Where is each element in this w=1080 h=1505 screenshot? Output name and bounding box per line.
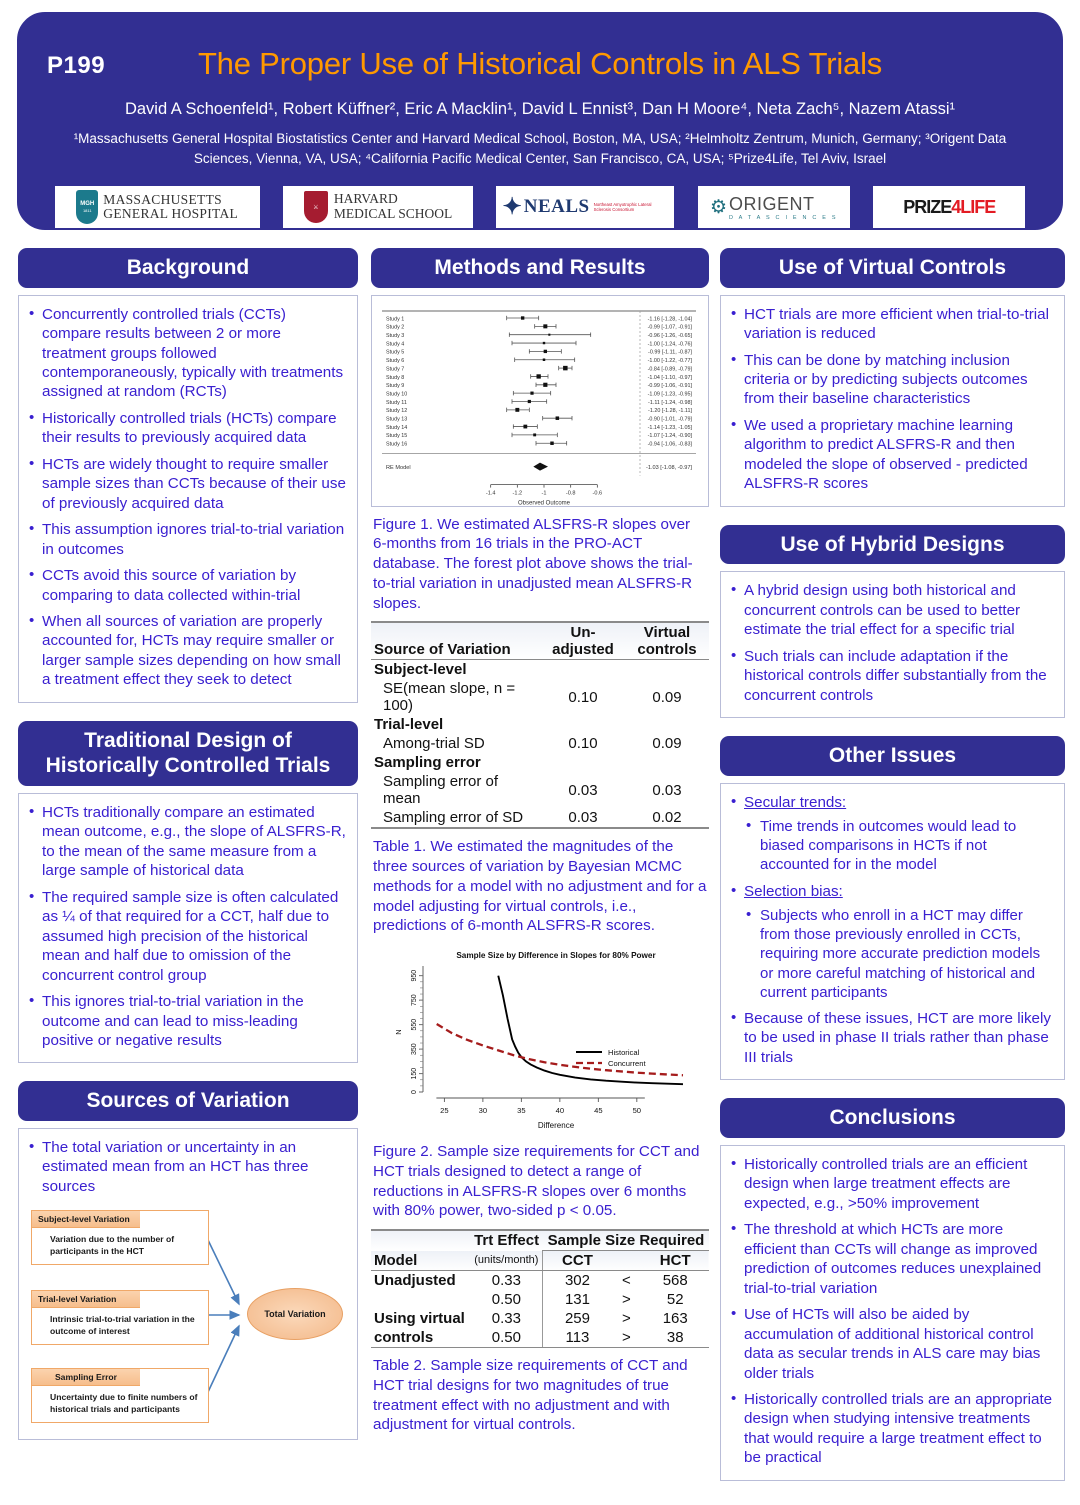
svg-text:Study 13: Study 13: [386, 416, 408, 423]
diagram-box-subject-level: [31, 1210, 209, 1264]
list-item: [729, 882, 1054, 1002]
table-row: Sampling error of SD 0.03 0.02: [371, 808, 709, 828]
svg-text:550: 550: [411, 1018, 418, 1031]
origent-network-icon: ⚙: [709, 196, 727, 218]
figure-1-forest-plot: [376, 302, 702, 507]
mgh-logo-text: [103, 193, 238, 221]
table-2-col-trt-effect: Trt Effect: [470, 1230, 543, 1251]
mgh-shield-icon: [76, 190, 98, 224]
list-item: • When all sources of variation are properly accounted for, HCTs may require smaller or larger sample sizes depending on how small a treatment effect they seek to detect: [27, 612, 347, 690]
prize4life-part1: PRIZE: [903, 196, 952, 217]
svg-text:Study 10: Study 10: [386, 391, 408, 398]
traditional-design-heading-line1: Traditional Design of: [84, 728, 292, 752]
svg-text:40: 40: [555, 1106, 565, 1116]
svg-text:50: 50: [632, 1106, 642, 1116]
table-row: [371, 1251, 709, 1271]
figure-2-sample-size-plot: [371, 944, 697, 1134]
table-1-col-unadjusted: Un- adjusted: [541, 622, 625, 659]
section-body-virtual-controls: [720, 295, 1065, 507]
virtual-controls-bullet-list: [729, 305, 1054, 494]
poster-header: [17, 12, 1063, 230]
mgh-shield-year: 1811: [82, 207, 92, 213]
table-2-caption: Table 2. Sample size requirements of CCT and HCT trial designs for two magnitudes of true treatment effect with no adjustment and with adjustment for virtual controls.: [373, 1357, 688, 1434]
other-issues-bullet-list: [729, 793, 1054, 1068]
svg-text:-0.6: -0.6: [592, 490, 603, 497]
list-item: • Such trials can include adaptation if the historical controls differ substantially from the concurrent controls: [729, 647, 1054, 705]
table-2-col-cct: CCT: [543, 1251, 611, 1271]
table-2-col-hct: HCT: [641, 1251, 709, 1271]
svg-text:Study 8: Study 8: [386, 374, 405, 381]
mgh-logo-line1: MASSACHUSETTS: [103, 191, 222, 207]
list-item: • A hybrid design using both historical and concurrent controls can be used to better estimate the trial effect for a specific trial: [729, 581, 1054, 639]
list-item: • Historically controlled trials are an appropriate design when studying intensive treatments that would require a large treatment effect to be practical: [729, 1390, 1054, 1468]
list-item: • This ignores trial-to-trial variation in the outcome and can lead to miss-leading positive or negative results: [27, 992, 347, 1050]
mgh-logo: [55, 186, 260, 228]
list-item: • Historically controlled trials (HCTs) compare their results to previously acquired data: [27, 409, 347, 448]
diagram-box-body: Uncertainty due to finite numbers of historical trials and participants: [50, 1392, 198, 1414]
list-item: • Historically controlled trials are an efficient design when large treatment effects are expected, e.g., >50% improvement: [729, 1155, 1054, 1213]
list-item: • HCTs traditionally compare an estimated mean outcome, e.g., the slope of ALSFRS-R, to the mean of the same measure from a large sample of historical data: [27, 803, 347, 881]
list-item: • HCT trials are more efficient when trial-to-trial variation is reduced: [729, 305, 1054, 344]
table-row: [371, 1230, 709, 1251]
harvard-logo-line1: HARVARD: [333, 191, 398, 207]
table-row: controls 0.50 113 > 38: [371, 1328, 709, 1348]
poster-id: P199: [47, 52, 106, 79]
svg-text:Difference: Difference: [537, 1121, 575, 1131]
diagram-total-variation-node: Total Variation: [247, 1288, 343, 1340]
svg-text:-1.14 [-1.23, -1.05]: -1.14 [-1.23, -1.05]: [647, 424, 692, 431]
traditional-design-bullet-list: [27, 803, 347, 1050]
svg-text:-0.8: -0.8: [565, 490, 576, 497]
svg-text:Observed Outcome: Observed Outcome: [517, 500, 571, 507]
figure-1-caption: Figure 1. We estimated ALSFRS-R slopes over 6-months from 16 trials in the PRO-ACT database. The forest plot above shows the trial-to-trial variation in unadjusted mean ALSFRS-R slopes.: [373, 515, 693, 612]
svg-text:Study 4: Study 4: [386, 340, 405, 347]
list-item: • The threshold at which HCTs are more efficient than CCTs will change as improved prediction of outcomes reduces unexplained trial-to-trial variation: [729, 1220, 1054, 1298]
svg-text:-1.00 [-1.22, -0.77]: -1.00 [-1.22, -0.77]: [647, 357, 692, 364]
svg-text:25: 25: [440, 1106, 449, 1116]
table-1-col-virtual: Virtual controls: [625, 622, 709, 659]
origent-logo: [698, 186, 850, 228]
table-1-sources-of-variation: [371, 621, 709, 829]
list-item: • CCTs avoid this source of variation by comparing to data collected within-trial: [27, 566, 347, 605]
diagram-box-trial-level: [31, 1290, 209, 1344]
section-header-hybrid-designs: Use of Hybrid Designs: [720, 525, 1065, 565]
svg-text:Study 15: Study 15: [386, 432, 408, 439]
svg-text:-1.4: -1.4: [485, 490, 496, 497]
page-title: The Proper Use of Historical Controls in ALS Trials: [197, 46, 883, 81]
svg-text:Study 14: Study 14: [386, 424, 408, 431]
svg-text:-1.00 [-1.24, -0.76]: -1.00 [-1.24, -0.76]: [647, 340, 692, 347]
svg-text:RE Model: RE Model: [386, 464, 411, 471]
table-row: Subject-level: [374, 661, 467, 679]
other-issues-group-label: Selection bias:: [744, 882, 843, 900]
neals-logo-word: NEALS: [523, 196, 590, 217]
hybrid-designs-bullet-list: [729, 581, 1054, 705]
section-header-conclusions: Conclusions: [720, 1098, 1065, 1138]
background-bullet-list: [27, 305, 347, 690]
harvard-shield-icon: ⚔: [304, 191, 328, 223]
list-item: • Because of these issues, HCT are more likely to be used in phase II trials rather than phase III trials: [729, 1009, 1054, 1067]
harvard-medical-school-logo: [283, 186, 473, 228]
svg-text:-1.20 [-1.28, -1.11]: -1.20 [-1.28, -1.11]: [648, 407, 692, 414]
mgh-shield-mark: MGH: [80, 201, 95, 208]
table-row: Sampling error: [374, 754, 481, 772]
section-body-conclusions: [720, 1145, 1065, 1481]
svg-text:Historical: Historical: [608, 1047, 640, 1057]
author-list: David A Schoenfeld¹, Robert Küffner², Eric A Macklin¹, David L Ennist³, Dan H Moore⁴, Neta Zach⁵, Nazem Atassi¹: [124, 100, 956, 118]
svg-text:35: 35: [517, 1106, 526, 1116]
list-item: • Concurrently controlled trials (CCTs) compare results between 2 or more treatment groups followed contemporaneously, typically with treatments assigned at random (RCTs): [27, 305, 347, 402]
table-row: Trial-level: [374, 716, 444, 734]
sources-of-variation-diagram: [27, 1200, 347, 1426]
svg-text:Sample Size by Difference in S: Sample Size by Difference in Slopes for 80% Power: [456, 951, 656, 961]
prize4life-logo: [873, 186, 1025, 228]
right-column: [720, 248, 1065, 1499]
table-2-col-model: Model: [371, 1251, 470, 1271]
table-2-sample-size: [371, 1229, 709, 1348]
svg-text:350: 350: [411, 1043, 418, 1056]
neals-compass-icon: ✦: [502, 194, 522, 219]
table-row: Unadjusted 0.33 302 < 568: [374, 1272, 688, 1290]
logo-strip: [19, 186, 1061, 228]
section-body-sources-of-variation: [18, 1128, 358, 1440]
section-header-sources-of-variation: Sources of Variation: [18, 1081, 358, 1121]
svg-text:Study 1: Study 1: [386, 315, 405, 322]
svg-text:Study 3: Study 3: [386, 332, 405, 339]
list-item: • HCTs are widely thought to require smaller sample sizes than CCTs because of their use of previously acquired data: [27, 455, 347, 513]
svg-text:Study 16: Study 16: [386, 441, 408, 448]
section-header-background: Background: [18, 248, 358, 288]
table-2-span-header: Sample Size Required: [543, 1230, 709, 1251]
svg-text:-1.07 [-1.24, -0.90]: -1.07 [-1.24, -0.90]: [647, 432, 692, 439]
section-body-hybrid-designs: [720, 571, 1065, 718]
prize4life-part2: 4LIFE: [951, 196, 996, 217]
list-item: [729, 793, 1054, 875]
figure-1-container: [371, 295, 709, 507]
table-1-caption: Table 1. We estimated the magnitudes of the three sources of variation by Bayesian MCMC methods for a model with no adjustment and for a model adjusting for virtual controls, i.e., predictions of 6-month ALSFRS-R scores.: [373, 838, 707, 935]
svg-text:-0.84 [-0.89, -0.79]: -0.84 [-0.89, -0.79]: [647, 366, 692, 373]
table-row: 0.50 131 > 52: [491, 1291, 684, 1309]
svg-text:Study 12: Study 12: [386, 407, 408, 414]
table-1-col-source: Source of Variation: [371, 622, 541, 659]
diagram-box-body: Variation due to the number of participants in the HCT: [50, 1234, 175, 1256]
list-item: • Use of HCTs will also be aided by accumulation of additional historical control data as secular trends in ALS care may bias older trials: [729, 1305, 1054, 1383]
figure-2-caption: Figure 2. Sample size requirements for CCT and HCT trials designed to detect a range of reductions in ALSFRS-R slopes over 6 months with 80% power, two-sided p < 0.05.: [373, 1143, 700, 1220]
table-2-col-trt-units: (units/month): [470, 1251, 543, 1271]
svg-text:N: N: [394, 1029, 403, 1035]
list-item: • The required sample size is often calculated as ¼ of that required for a CCT, half due to assumed high precision of the historical mean and half due to omission of the concurrent control group: [27, 888, 347, 985]
svg-text:-1.09 [-1.23, -0.95]: -1.09 [-1.23, -0.95]: [647, 391, 692, 398]
table-row: Among-trial SD 0.10 0.09: [383, 735, 682, 753]
table-row: [371, 622, 709, 659]
svg-text:-0.94 [-1.06, -0.83]: -0.94 [-1.06, -0.83]: [647, 441, 692, 448]
svg-text:Study 11: Study 11: [386, 399, 407, 406]
list-item: • We used a proprietary machine learning algorithm to predict ALSFRS-R and then modeled the slope of observed - predicted ALSFRS-R scores: [729, 416, 1054, 494]
svg-text:750: 750: [411, 994, 418, 1007]
neals-logo-sub: Northeast Amyotrophic Lateral Sclerosis Consortium: [593, 201, 652, 212]
svg-text:-1.11 [-1.24, -0.98]: -1.11 [-1.24, -0.98]: [648, 399, 692, 406]
affiliation-list: ¹Massachusetts General Hospital Biostatistics Center and Harvard Medical School, Boston, MA, USA; ²Helmholtz Zentrum, Munich, Germany; ³Origent Data Sciences, Vienna, VA, USA; ⁴California Pacific Medical Center, San Francisco, CA, USA; ⁵Prize4Life, Tel Aviv, Israel: [73, 131, 1007, 166]
svg-text:Study 2: Study 2: [386, 324, 405, 331]
svg-text:Study 5: Study 5: [386, 349, 405, 356]
list-item: • Subjects who enroll in a HCT may differ from those previously enrolled in CCTs, requiring more accurate prediction models or more careful matching of historical and current participants: [744, 906, 1054, 1002]
sources-bullet-list: [27, 1138, 347, 1196]
harvard-logo-line2: MEDICAL SCHOOL: [333, 206, 453, 221]
diagram-box-title: Sampling Error: [32, 1369, 140, 1386]
middle-column: [371, 248, 709, 1443]
diagram-box-title: Trial-level Variation: [32, 1291, 140, 1308]
origent-logo-word: ORIGENT: [728, 193, 815, 214]
prize4life-logo-text: [903, 197, 995, 218]
section-header-methods-and-results: Methods and Results: [371, 248, 709, 288]
left-column: [18, 248, 358, 1458]
svg-text:0: 0: [411, 1090, 418, 1095]
table-row: Using virtual 0.33 259 > 163: [374, 1310, 688, 1328]
other-issues-sublist: [744, 906, 1054, 1002]
harvard-logo-text: [334, 192, 452, 221]
list-item: • The total variation or uncertainty in an estimated mean from an HCT has three sources: [27, 1138, 347, 1196]
svg-text:Concurrent: Concurrent: [608, 1058, 646, 1068]
svg-text:30: 30: [478, 1106, 488, 1116]
conclusions-bullet-list: [729, 1155, 1054, 1468]
origent-logo-sub: D A T A S C I E N C E S: [728, 214, 838, 221]
svg-text:-1.03 [-1.08, -0.97]: -1.03 [-1.08, -0.97]: [645, 464, 692, 471]
svg-text:-1: -1: [541, 490, 547, 497]
svg-text:-1.2: -1.2: [512, 490, 523, 497]
section-header-virtual-controls: Use of Virtual Controls: [720, 248, 1065, 288]
svg-text:-0.96 [-1.26, -0.65]: -0.96 [-1.26, -0.65]: [647, 332, 692, 339]
other-issues-sublist: [744, 817, 1054, 875]
neals-logo: [496, 186, 674, 228]
diagram-box-title: Subject-level Variation: [32, 1211, 140, 1228]
section-body-background: [18, 295, 358, 703]
list-item: • This can be done by matching inclusion criteria or by predicting subjects outcomes from their baseline characteristics: [729, 351, 1054, 409]
section-header-other-issues: Other Issues: [720, 736, 1065, 776]
figure-2-container: [371, 944, 709, 1134]
svg-text:Study 7: Study 7: [386, 366, 405, 373]
list-item: • Time trends in outcomes would lead to biased comparisons in HCTs if not accounted for in the model: [744, 817, 1054, 875]
section-body-traditional-design: [18, 793, 358, 1063]
svg-text:-0.99 [-1.11, -0.87]: -0.99 [-1.11, -0.87]: [648, 349, 692, 356]
svg-text:-1.16 [-1.28, -1.04]: -1.16 [-1.28, -1.04]: [647, 315, 692, 322]
svg-text:-0.90 [-1.01, -0.79]: -0.90 [-1.01, -0.79]: [647, 416, 692, 423]
table-row: Sampling error of mean 0.03 0.03: [383, 773, 682, 808]
traditional-design-heading-line2: Historically Controlled Trials: [45, 754, 331, 778]
origent-logo-text: [729, 194, 838, 221]
table-row: SE(mean slope, n = 100) 0.10 0.09: [383, 680, 682, 715]
section-header-traditional-design: [18, 721, 358, 786]
diagram-box-body: Intrinsic trial-to-trial variation in the outcome of interest: [50, 1314, 195, 1336]
svg-text:-0.99 [-1.07, -0.91]: -0.99 [-1.07, -0.91]: [647, 324, 692, 331]
section-body-other-issues: [720, 783, 1065, 1081]
svg-text:45: 45: [594, 1106, 603, 1116]
svg-text:150: 150: [411, 1067, 418, 1080]
svg-text:950: 950: [411, 969, 418, 982]
list-item: • This assumption ignores trial-to-trial variation in outcomes: [27, 520, 347, 559]
svg-text:Study 6: Study 6: [386, 357, 405, 364]
svg-text:Study 9: Study 9: [386, 382, 405, 389]
svg-text:-1.04 [-1.10, -0.97]: -1.04 [-1.10, -0.97]: [647, 374, 692, 381]
mgh-logo-line2: GENERAL HOSPITAL: [103, 206, 239, 221]
other-issues-group-label: Secular trends:: [744, 793, 847, 811]
svg-text:-0.99 [-1.06, -0.91]: -0.99 [-1.06, -0.91]: [647, 382, 692, 389]
diagram-box-sampling-error: [31, 1368, 209, 1422]
